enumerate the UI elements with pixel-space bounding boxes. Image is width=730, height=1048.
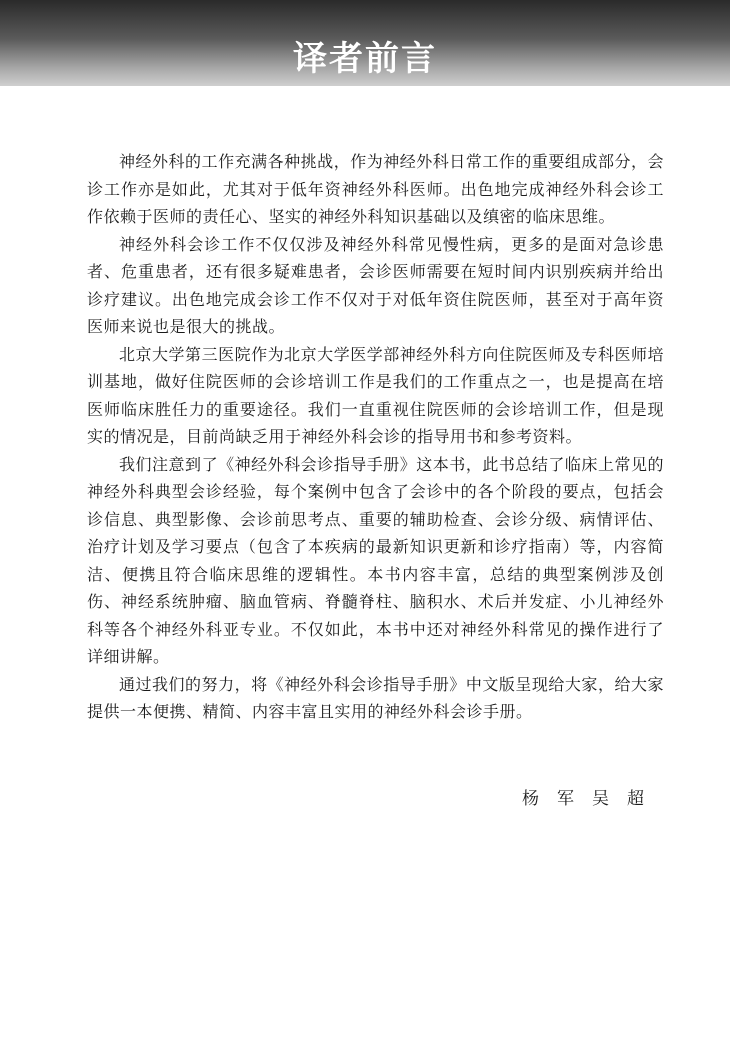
paragraph-2: 神经外科会诊工作不仅仅涉及神经外科常见慢性病，更多的是面对急诊患者、危重患者，还有很多疑难患者，会诊医师需要在短时间内识别疾病并给出诊疗建议。出色地完成会诊工作不仅对于对低年资住院医师，甚至对于高年资医师来说也是很大的挑战。 <box>87 234 664 336</box>
paragraph-4: 我们注意到了《神经外科会诊指导手册》这本书，此书总结了临床上常见的神经外科典型会诊经验，每个案例中包含了会诊中的各个阶段的要点，包括会诊信息、典型影像、会诊前思考点、重要的辅助检查、会诊分级、病情评估、治疗计划及学习要点（包含了本疾病的最新知识更新和诊疗指南）等，内容简洁、便携且符合临床思维的逻辑性。本书内容丰富，总结的典型案例涉及创伤、神经系统肿瘤、脑血管病、脊髓脊柱、脑积水、术后并发症、小儿神经外科等各个神经外科亚专业。不仅如此，本书中还对神经外科常见的操作进行了详细讲解。 <box>87 454 664 666</box>
translator-signature: 杨军吴超 <box>522 789 662 809</box>
page-title: 译者前言 <box>293 39 437 79</box>
preface-body <box>87 148 664 726</box>
paragraph-3: 北京大学第三医院作为北京大学医学部神经外科方向住院医师及专科医师培训基地，做好住院医师的会诊培训工作是我们的工作重点之一，也是提高在培医师临床胜任力的重要途径。我们一直重视住院医师的会诊培训工作，但是现实的情况是，目前尚缺乏用于神经外科会诊的指导用书和参考资料。 <box>87 344 664 446</box>
paragraph-5: 通过我们的努力，将《神经外科会诊指导手册》中文版呈现给大家，给大家提供一本便携、精简、内容丰富且实用的神经外科会诊手册。 <box>87 674 664 721</box>
paragraph-1: 神经外科的工作充满各种挑战，作为神经外科日常工作的重要组成部分，会诊工作亦是如此，尤其对于低年资神经外科医师。出色地完成神经外科会诊工作依赖于医师的责任心、坚实的神经外科知识基础以及缜密的临床思维。 <box>87 152 664 226</box>
